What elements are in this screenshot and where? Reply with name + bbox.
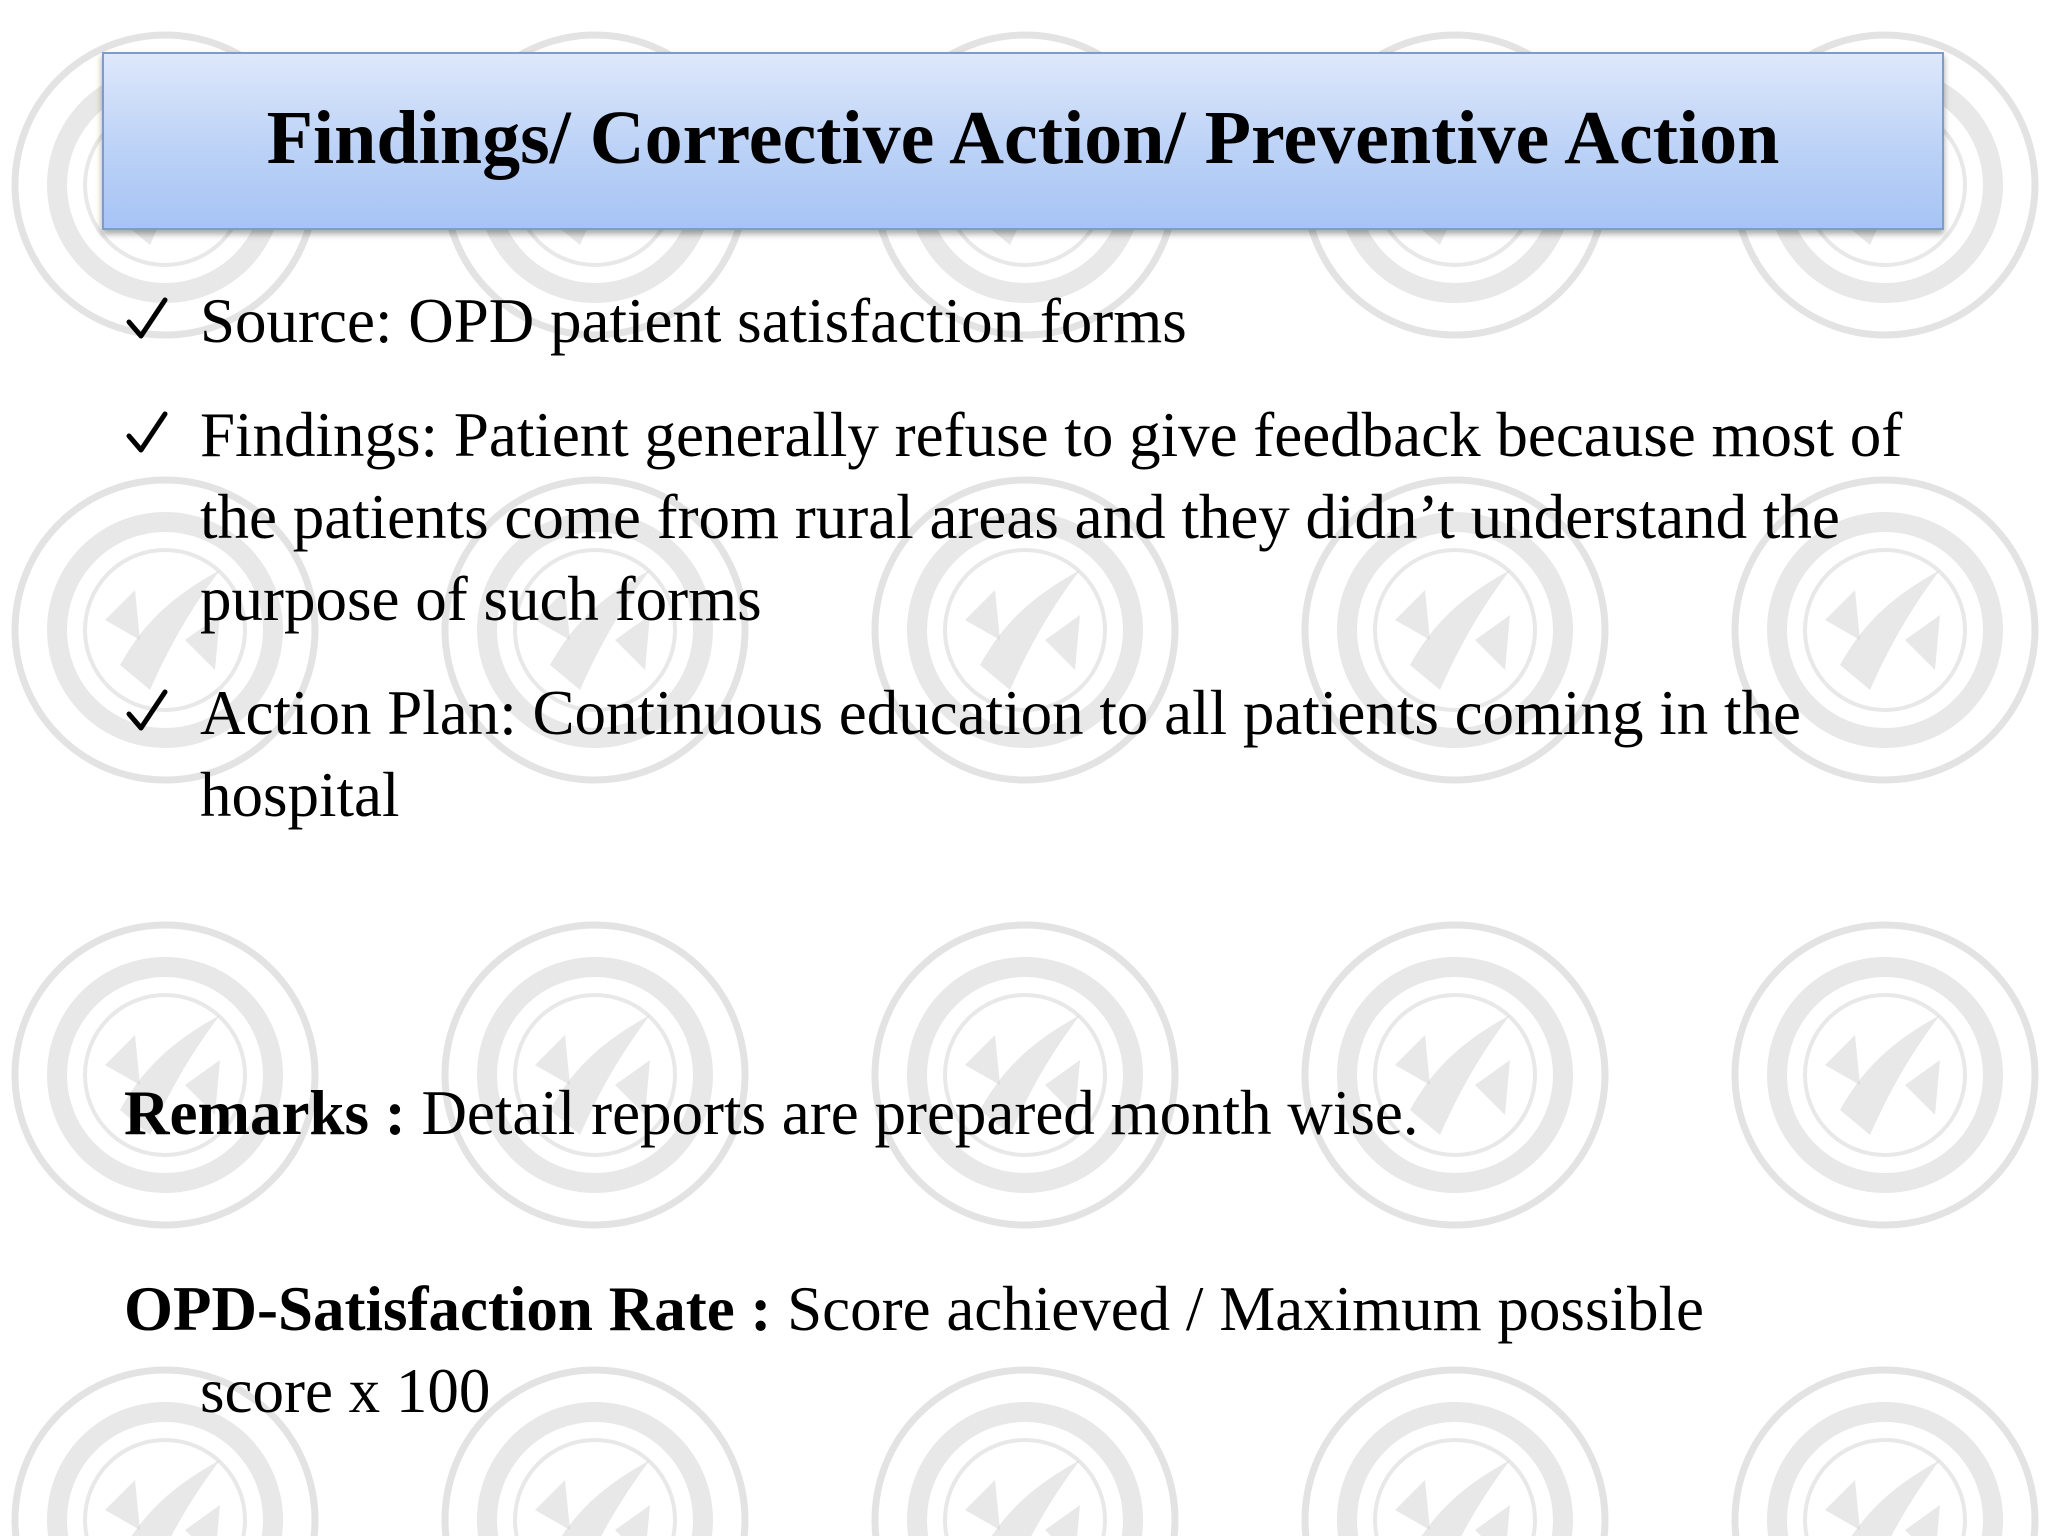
remarks-label: Remarks : [124, 1078, 422, 1148]
opd-satisfaction-rate [124, 1268, 1924, 1432]
remarks-text: Detail reports are prepared month wise. [421, 1078, 1419, 1148]
bullet-action-plan [120, 672, 1920, 836]
bullet-action-plan-text: Action Plan: Continuous education to all patients coming in the hospital [200, 678, 1802, 830]
bullet-source-text: Source: OPD patient satisfaction forms [200, 286, 1187, 356]
bullet-findings [120, 394, 1920, 640]
opd-rate-formula-line1: Score achieved / Maximum possible [787, 1274, 1704, 1344]
remarks [124, 1072, 1924, 1154]
bullet-findings-text: Findings: Patient generally refuse to give feedback because most of the patients come from rural areas and they didn’t understand the purpose of such forms [200, 400, 1903, 634]
bullet-list [120, 280, 1920, 868]
title-banner [102, 52, 1944, 230]
opd-rate-formula-line2: score x 100 [200, 1356, 491, 1426]
check-mark-icon [125, 280, 169, 362]
check-mark-icon [125, 394, 169, 476]
slide-title: Findings/ Corrective Action/ Preventive Action [266, 96, 1780, 180]
bullet-source [120, 280, 1920, 362]
check-mark-icon [125, 672, 169, 754]
opd-rate-label: OPD-Satisfaction Rate : [124, 1274, 788, 1344]
